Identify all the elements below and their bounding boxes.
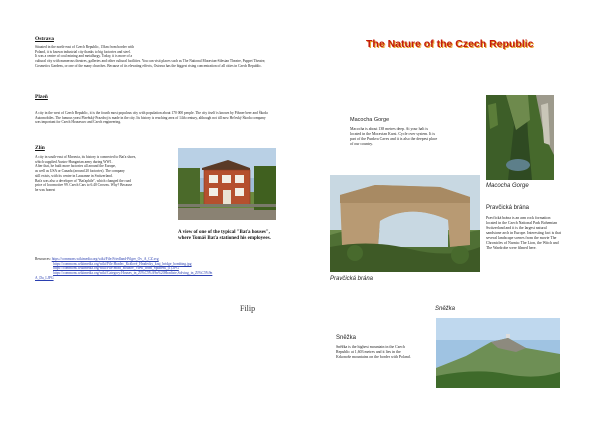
zlin-line-5: still exists, with its centre in Lausanne in Switzerland. <box>35 173 113 178</box>
pravcicka-heading: Pravčická brána <box>486 205 530 211</box>
source-link-2[interactable]: https://commons.wikimedia.org/wiki/File:Hradec_Králové_Hradecky_kraj_bridge_bombing.jpg <box>53 261 192 266</box>
resources-block <box>35 257 275 281</box>
snezka-heading: Sněžka <box>336 335 357 341</box>
ostrava-line-1: Situated in the north-east of Czech Republic, 15km from border with <box>35 45 135 49</box>
pravcicka-brana-photo <box>330 175 480 272</box>
source-link-4[interactable]: https://commons.wikimedia.org/wiki/Category:Houses_in_ZI%C5%A9n%20Hradiste,Solving_in_ZI%C5%9n <box>53 271 213 276</box>
pravcicka-text: Pravčická brána is an arm rock formation located in the Czech National Park Bohemian Switzerland and it is the largest natural sandstone arch in Europe. Interesting fact is that several landscape scenes from the movie The Chronicles of Narnia: The Lion, the Witch and The Wardrobe were filmed here. <box>486 216 561 250</box>
page-title: The Nature of the Czech Republic <box>366 38 534 50</box>
zlin-heading: Zlín <box>35 145 45 151</box>
bata-house-photo <box>178 148 276 220</box>
ostrava-paragraph <box>35 45 270 69</box>
author-name: Filip <box>240 304 256 313</box>
macocha-caption: Macocha Gorge <box>486 183 529 189</box>
snezka-caption: Sněžka <box>435 306 456 312</box>
photo-caption: A view of one of the typical "Baťa houses", where Tomáš Baťa stationed his employees. <box>178 230 271 241</box>
zlin-line-2: which supplied Austro-Hungarian army during WW1. <box>35 159 113 164</box>
plzen-heading: Plzeň <box>35 94 48 100</box>
snezka-text: Sněžka is the highest mountain in the Czech Republic at 1,603 metres and it lies in the Krkonoše mountains on the border with Poland. <box>336 345 411 359</box>
zlin-line-7: price of locomotive 99. Czech Cars to 6.40 Crowns. Why? Because <box>35 183 133 188</box>
zlin-line-8: he was honest <box>35 187 56 192</box>
zlin-line-4: as well as USA or Canada (around 20 factories). The company <box>35 169 125 174</box>
resources-label: Resources: <box>35 257 51 261</box>
source-link-5[interactable]: A_Da_LJPG <box>35 275 54 280</box>
macocha-text: Macocha is about 138 metres deep. At your halt is located in the Moravian Karst. Cycle over system. It is part of the Punkva Caves and it is also the deepest place of our country. <box>350 127 438 146</box>
pravcicka-caption: Pravčická brána <box>330 276 374 282</box>
ostrava-line-3: It was a centre of coal mining and metallurgy. Today, it is more of a <box>35 54 133 59</box>
macocha-gorge-photo <box>486 95 554 180</box>
plzen-paragraph: A city in the west of Czech Republic, it is the fourth most populous city with population about 170 000 people. The city itself is known by Pilsner beer and Škoda Automobiles. The famous yeast Plzeňský Prazdroj is made in the city. Its history is reaching area of 14th century, although not till now Hrčeský Škoda company was important for Czech Houseswo and Czech engineering. <box>35 111 268 125</box>
snezka-photo <box>436 318 560 388</box>
macocha-heading: Macocha Gorge <box>350 117 390 123</box>
ostrava-line-2: Poland, it is known industrial city thanks to big factories and steel. <box>35 49 131 54</box>
zlin-paragraph <box>35 155 175 193</box>
ostrava-line-4: cultural city with numerous theatres, galleries and other cultural facilities. You can visit places such as The National Moravian-Silesian Theatre, Puppet Theatre, Cosmetics Gardens, or one of the many churches. Because of its elevating effects, Ostrava has the biggest rising concentration of all cities in Czech Republic. <box>35 59 266 68</box>
source-link-1[interactable]: https://commons.wikimedia.org/wiki/File:Friedland-Pilger_Ov_A_CZ.svg <box>51 257 159 261</box>
zlin-line-3: After that, he built more factories all around the Europe, <box>35 164 116 169</box>
source-link-3[interactable]: https://commons.wikimedia.org/wiki/File:Hrad_Bouzov_View_from_Spilberk_(1).JPG <box>53 266 179 271</box>
ostrava-heading: Ostrava <box>35 36 54 42</box>
zlin-line-6: Baťa was also a developer of "Baťaphile", which changed the road <box>35 178 131 183</box>
zlin-line-1: A city in south-east of Moravia, its history is connected to Baťa shoes, <box>35 155 137 159</box>
